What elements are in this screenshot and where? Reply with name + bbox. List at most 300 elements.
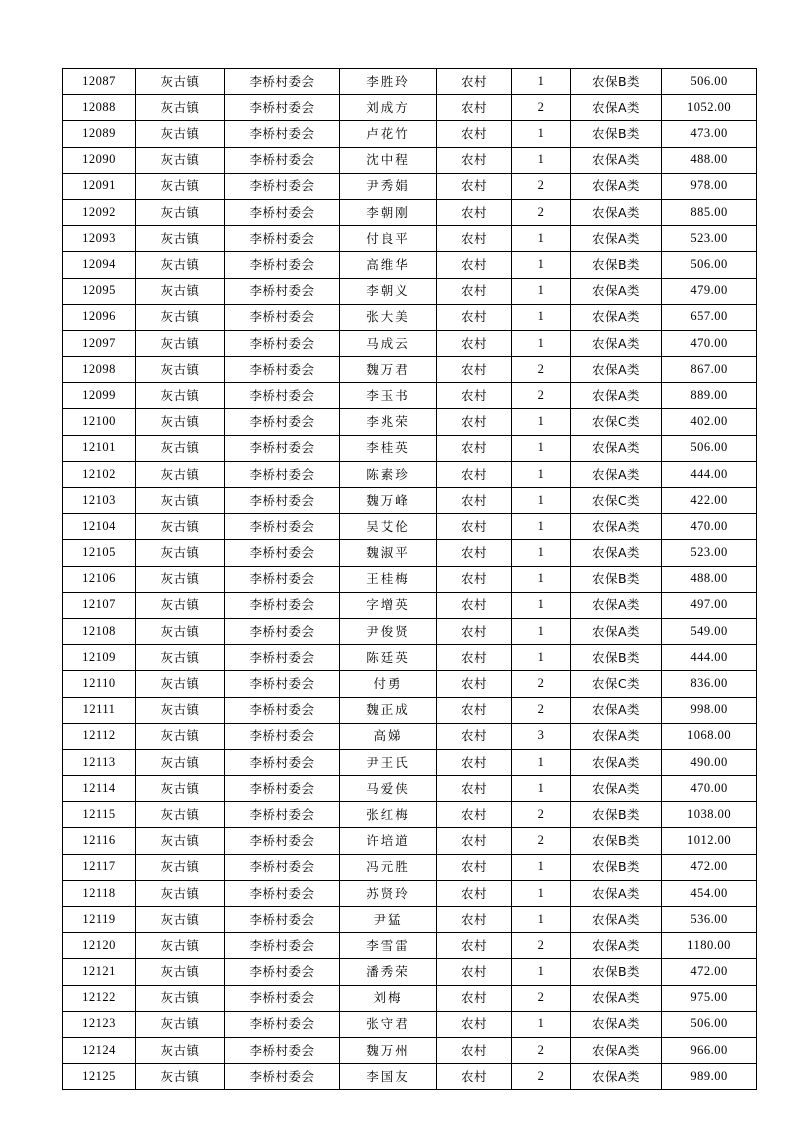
cell-count: 1 — [512, 252, 571, 278]
cell-type: 农村 — [437, 357, 512, 383]
table-row — [63, 383, 757, 409]
cell-count: 1 — [512, 540, 571, 566]
cell-id: 12124 — [63, 1037, 136, 1063]
cell-count: 1 — [512, 592, 571, 618]
cell-town: 灰古镇 — [136, 618, 225, 644]
cell-village: 李桥村委会 — [225, 854, 340, 880]
table-row — [63, 749, 757, 775]
table-row — [63, 357, 757, 383]
cell-id: 12094 — [63, 252, 136, 278]
cell-name: 许培道 — [340, 828, 437, 854]
cell-village: 李桥村委会 — [225, 1064, 340, 1090]
cell-category: 农保B类 — [571, 854, 662, 880]
table-row — [63, 566, 757, 592]
cell-id: 12091 — [63, 173, 136, 199]
cell-id: 12104 — [63, 514, 136, 540]
cell-category: 农保A类 — [571, 514, 662, 540]
cell-amount: 470.00 — [662, 330, 757, 356]
table-body — [63, 69, 757, 1090]
cell-town: 灰古镇 — [136, 880, 225, 906]
cell-count: 2 — [512, 1064, 571, 1090]
cell-id: 12090 — [63, 147, 136, 173]
table-row — [63, 592, 757, 618]
cell-town: 灰古镇 — [136, 671, 225, 697]
cell-count: 2 — [512, 1037, 571, 1063]
cell-count: 1 — [512, 514, 571, 540]
cell-amount: 488.00 — [662, 147, 757, 173]
table-row — [63, 1011, 757, 1037]
cell-type: 农村 — [437, 304, 512, 330]
cell-category: 农保A类 — [571, 435, 662, 461]
cell-amount: 523.00 — [662, 540, 757, 566]
cell-count: 1 — [512, 566, 571, 592]
cell-town: 灰古镇 — [136, 854, 225, 880]
cell-count: 1 — [512, 1011, 571, 1037]
cell-type: 农村 — [437, 749, 512, 775]
cell-town: 灰古镇 — [136, 645, 225, 671]
cell-id: 12096 — [63, 304, 136, 330]
table-row — [63, 409, 757, 435]
cell-category: 农保A类 — [571, 1037, 662, 1063]
cell-name: 高维华 — [340, 252, 437, 278]
cell-id: 12123 — [63, 1011, 136, 1037]
cell-count: 1 — [512, 278, 571, 304]
cell-name: 李国友 — [340, 1064, 437, 1090]
cell-name: 吴艾伦 — [340, 514, 437, 540]
cell-amount: 506.00 — [662, 435, 757, 461]
cell-amount: 889.00 — [662, 383, 757, 409]
table-row — [63, 278, 757, 304]
cell-name: 尹秀娟 — [340, 173, 437, 199]
cell-name: 李兆荣 — [340, 409, 437, 435]
cell-category: 农保A类 — [571, 461, 662, 487]
cell-town: 灰古镇 — [136, 1037, 225, 1063]
cell-name: 刘成方 — [340, 95, 437, 121]
cell-category: 农保C类 — [571, 671, 662, 697]
cell-id: 12110 — [63, 671, 136, 697]
cell-category: 农保B类 — [571, 802, 662, 828]
cell-name: 尹猛 — [340, 907, 437, 933]
cell-town: 灰古镇 — [136, 566, 225, 592]
cell-type: 农村 — [437, 278, 512, 304]
cell-category: 农保B类 — [571, 121, 662, 147]
cell-type: 农村 — [437, 95, 512, 121]
cell-category: 农保B类 — [571, 959, 662, 985]
cell-category: 农保C类 — [571, 488, 662, 514]
table-row — [63, 776, 757, 802]
cell-amount: 473.00 — [662, 121, 757, 147]
cell-town: 灰古镇 — [136, 723, 225, 749]
cell-town: 灰古镇 — [136, 357, 225, 383]
cell-count: 1 — [512, 461, 571, 487]
cell-category: 农保A类 — [571, 749, 662, 775]
cell-type: 农村 — [437, 461, 512, 487]
table-row — [63, 488, 757, 514]
cell-id: 12093 — [63, 226, 136, 252]
cell-type: 农村 — [437, 592, 512, 618]
cell-category: 农保A类 — [571, 592, 662, 618]
cell-name: 字增英 — [340, 592, 437, 618]
cell-category: 农保A类 — [571, 776, 662, 802]
table-row — [63, 147, 757, 173]
cell-id: 12105 — [63, 540, 136, 566]
cell-name: 王桂梅 — [340, 566, 437, 592]
cell-count: 2 — [512, 357, 571, 383]
cell-village: 李桥村委会 — [225, 645, 340, 671]
cell-type: 农村 — [437, 880, 512, 906]
cell-town: 灰古镇 — [136, 514, 225, 540]
cell-town: 灰古镇 — [136, 802, 225, 828]
cell-id: 12097 — [63, 330, 136, 356]
cell-amount: 885.00 — [662, 199, 757, 225]
cell-count: 1 — [512, 488, 571, 514]
table-row — [63, 514, 757, 540]
cell-type: 农村 — [437, 147, 512, 173]
cell-category: 农保A类 — [571, 880, 662, 906]
cell-type: 农村 — [437, 409, 512, 435]
cell-type: 农村 — [437, 959, 512, 985]
cell-count: 1 — [512, 907, 571, 933]
cell-name: 卢花竹 — [340, 121, 437, 147]
cell-type: 农村 — [437, 566, 512, 592]
table-row — [63, 618, 757, 644]
cell-amount: 506.00 — [662, 1011, 757, 1037]
cell-village: 李桥村委会 — [225, 907, 340, 933]
cell-category: 农保C类 — [571, 409, 662, 435]
cell-count: 2 — [512, 671, 571, 697]
cell-category: 农保A类 — [571, 147, 662, 173]
cell-amount: 975.00 — [662, 985, 757, 1011]
cell-name: 魏万峰 — [340, 488, 437, 514]
cell-village: 李桥村委会 — [225, 776, 340, 802]
cell-amount: 998.00 — [662, 697, 757, 723]
cell-town: 灰古镇 — [136, 592, 225, 618]
cell-village: 李桥村委会 — [225, 199, 340, 225]
cell-village: 李桥村委会 — [225, 383, 340, 409]
cell-category: 农保A类 — [571, 95, 662, 121]
cell-id: 12101 — [63, 435, 136, 461]
cell-category: 农保A类 — [571, 173, 662, 199]
cell-amount: 506.00 — [662, 69, 757, 95]
cell-id: 12095 — [63, 278, 136, 304]
cell-amount: 867.00 — [662, 357, 757, 383]
subsidy-table — [62, 68, 757, 1090]
table-row — [63, 802, 757, 828]
cell-count: 1 — [512, 776, 571, 802]
table-row — [63, 121, 757, 147]
table-row — [63, 69, 757, 95]
cell-town: 灰古镇 — [136, 252, 225, 278]
cell-name: 尹俊贤 — [340, 618, 437, 644]
cell-category: 农保A类 — [571, 1011, 662, 1037]
cell-count: 1 — [512, 749, 571, 775]
cell-id: 12103 — [63, 488, 136, 514]
table-row — [63, 173, 757, 199]
cell-count: 1 — [512, 409, 571, 435]
cell-id: 12098 — [63, 357, 136, 383]
table-row — [63, 671, 757, 697]
cell-amount: 549.00 — [662, 618, 757, 644]
cell-village: 李桥村委会 — [225, 330, 340, 356]
cell-type: 农村 — [437, 121, 512, 147]
cell-name: 刘梅 — [340, 985, 437, 1011]
cell-town: 灰古镇 — [136, 461, 225, 487]
cell-count: 1 — [512, 435, 571, 461]
cell-id: 12122 — [63, 985, 136, 1011]
cell-town: 灰古镇 — [136, 697, 225, 723]
cell-count: 1 — [512, 854, 571, 880]
cell-village: 李桥村委会 — [225, 147, 340, 173]
table-row — [63, 723, 757, 749]
cell-name: 高娣 — [340, 723, 437, 749]
cell-category: 农保A类 — [571, 226, 662, 252]
cell-village: 李桥村委会 — [225, 173, 340, 199]
cell-count: 3 — [512, 723, 571, 749]
cell-id: 12108 — [63, 618, 136, 644]
cell-amount: 506.00 — [662, 252, 757, 278]
cell-type: 农村 — [437, 173, 512, 199]
cell-village: 李桥村委会 — [225, 540, 340, 566]
cell-id: 12092 — [63, 199, 136, 225]
cell-count: 1 — [512, 645, 571, 671]
cell-id: 12109 — [63, 645, 136, 671]
cell-town: 灰古镇 — [136, 776, 225, 802]
cell-amount: 523.00 — [662, 226, 757, 252]
cell-town: 灰古镇 — [136, 540, 225, 566]
cell-name: 陈素珍 — [340, 461, 437, 487]
cell-town: 灰古镇 — [136, 907, 225, 933]
cell-village: 李桥村委会 — [225, 723, 340, 749]
cell-town: 灰古镇 — [136, 488, 225, 514]
cell-name: 马爱侠 — [340, 776, 437, 802]
cell-category: 农保B类 — [571, 252, 662, 278]
cell-category: 农保A类 — [571, 985, 662, 1011]
cell-name: 李雪雷 — [340, 933, 437, 959]
cell-village: 李桥村委会 — [225, 828, 340, 854]
cell-category: 农保A类 — [571, 383, 662, 409]
table-row — [63, 933, 757, 959]
cell-amount: 490.00 — [662, 749, 757, 775]
cell-type: 农村 — [437, 776, 512, 802]
table-row — [63, 1064, 757, 1090]
cell-name: 张大美 — [340, 304, 437, 330]
cell-count: 2 — [512, 697, 571, 723]
cell-amount: 444.00 — [662, 461, 757, 487]
cell-village: 李桥村委会 — [225, 409, 340, 435]
cell-id: 12118 — [63, 880, 136, 906]
cell-count: 2 — [512, 802, 571, 828]
cell-category: 农保B类 — [571, 645, 662, 671]
cell-name: 苏贤玲 — [340, 880, 437, 906]
cell-category: 农保A类 — [571, 304, 662, 330]
cell-town: 灰古镇 — [136, 749, 225, 775]
cell-town: 灰古镇 — [136, 69, 225, 95]
cell-town: 灰古镇 — [136, 1064, 225, 1090]
cell-count: 2 — [512, 383, 571, 409]
table-row — [63, 199, 757, 225]
cell-type: 农村 — [437, 671, 512, 697]
cell-village: 李桥村委会 — [225, 749, 340, 775]
cell-category: 农保A类 — [571, 907, 662, 933]
cell-category: 农保A类 — [571, 278, 662, 304]
cell-type: 农村 — [437, 802, 512, 828]
cell-amount: 422.00 — [662, 488, 757, 514]
cell-count: 1 — [512, 959, 571, 985]
cell-town: 灰古镇 — [136, 121, 225, 147]
cell-id: 12112 — [63, 723, 136, 749]
cell-type: 农村 — [437, 252, 512, 278]
cell-village: 李桥村委会 — [225, 959, 340, 985]
cell-id: 12115 — [63, 802, 136, 828]
cell-village: 李桥村委会 — [225, 671, 340, 697]
cell-category: 农保A类 — [571, 618, 662, 644]
cell-count: 1 — [512, 226, 571, 252]
cell-village: 李桥村委会 — [225, 278, 340, 304]
cell-type: 农村 — [437, 723, 512, 749]
cell-village: 李桥村委会 — [225, 252, 340, 278]
cell-town: 灰古镇 — [136, 199, 225, 225]
cell-name: 付勇 — [340, 671, 437, 697]
table-row — [63, 985, 757, 1011]
cell-id: 12125 — [63, 1064, 136, 1090]
table-row — [63, 854, 757, 880]
cell-type: 农村 — [437, 618, 512, 644]
cell-type: 农村 — [437, 540, 512, 566]
cell-town: 灰古镇 — [136, 278, 225, 304]
cell-category: 农保A类 — [571, 357, 662, 383]
cell-village: 李桥村委会 — [225, 1011, 340, 1037]
cell-amount: 1180.00 — [662, 933, 757, 959]
cell-type: 农村 — [437, 383, 512, 409]
cell-id: 12089 — [63, 121, 136, 147]
cell-type: 农村 — [437, 828, 512, 854]
table-row — [63, 828, 757, 854]
cell-id: 12113 — [63, 749, 136, 775]
cell-village: 李桥村委会 — [225, 566, 340, 592]
cell-name: 李朝刚 — [340, 199, 437, 225]
cell-town: 灰古镇 — [136, 828, 225, 854]
cell-name: 张守君 — [340, 1011, 437, 1037]
cell-amount: 470.00 — [662, 514, 757, 540]
cell-town: 灰古镇 — [136, 1011, 225, 1037]
cell-name: 李胜玲 — [340, 69, 437, 95]
cell-town: 灰古镇 — [136, 409, 225, 435]
cell-amount: 836.00 — [662, 671, 757, 697]
table-row — [63, 959, 757, 985]
cell-count: 2 — [512, 985, 571, 1011]
cell-town: 灰古镇 — [136, 173, 225, 199]
cell-id: 12119 — [63, 907, 136, 933]
cell-amount: 1052.00 — [662, 95, 757, 121]
cell-category: 农保A类 — [571, 697, 662, 723]
cell-village: 李桥村委会 — [225, 933, 340, 959]
cell-amount: 1012.00 — [662, 828, 757, 854]
cell-id: 12099 — [63, 383, 136, 409]
cell-count: 2 — [512, 828, 571, 854]
cell-town: 灰古镇 — [136, 383, 225, 409]
cell-village: 李桥村委会 — [225, 95, 340, 121]
cell-category: 农保A类 — [571, 540, 662, 566]
cell-type: 农村 — [437, 226, 512, 252]
cell-amount: 454.00 — [662, 880, 757, 906]
cell-amount: 402.00 — [662, 409, 757, 435]
cell-id: 12102 — [63, 461, 136, 487]
cell-id: 12111 — [63, 697, 136, 723]
cell-id: 12106 — [63, 566, 136, 592]
cell-type: 农村 — [437, 514, 512, 540]
cell-id: 12088 — [63, 95, 136, 121]
table-row — [63, 880, 757, 906]
table-row — [63, 435, 757, 461]
cell-amount: 497.00 — [662, 592, 757, 618]
cell-name: 李玉书 — [340, 383, 437, 409]
cell-name: 李朝义 — [340, 278, 437, 304]
cell-amount: 978.00 — [662, 173, 757, 199]
cell-name: 张红梅 — [340, 802, 437, 828]
table-row — [63, 95, 757, 121]
cell-village: 李桥村委会 — [225, 226, 340, 252]
table-row — [63, 304, 757, 330]
cell-amount: 989.00 — [662, 1064, 757, 1090]
cell-category: 农保B类 — [571, 69, 662, 95]
cell-village: 李桥村委会 — [225, 1037, 340, 1063]
cell-count: 1 — [512, 69, 571, 95]
cell-name: 李桂英 — [340, 435, 437, 461]
cell-village: 李桥村委会 — [225, 435, 340, 461]
cell-village: 李桥村委会 — [225, 802, 340, 828]
cell-amount: 479.00 — [662, 278, 757, 304]
cell-name: 魏万君 — [340, 357, 437, 383]
cell-count: 2 — [512, 199, 571, 225]
cell-village: 李桥村委会 — [225, 697, 340, 723]
cell-name: 付良平 — [340, 226, 437, 252]
cell-name: 尹王氏 — [340, 749, 437, 775]
cell-count: 2 — [512, 173, 571, 199]
cell-id: 12114 — [63, 776, 136, 802]
cell-amount: 488.00 — [662, 566, 757, 592]
table-row — [63, 461, 757, 487]
cell-type: 农村 — [437, 854, 512, 880]
cell-type: 农村 — [437, 933, 512, 959]
cell-town: 灰古镇 — [136, 959, 225, 985]
cell-village: 李桥村委会 — [225, 357, 340, 383]
cell-type: 农村 — [437, 697, 512, 723]
cell-amount: 657.00 — [662, 304, 757, 330]
cell-town: 灰古镇 — [136, 147, 225, 173]
cell-type: 农村 — [437, 645, 512, 671]
cell-town: 灰古镇 — [136, 330, 225, 356]
cell-type: 农村 — [437, 488, 512, 514]
cell-village: 李桥村委会 — [225, 592, 340, 618]
cell-count: 2 — [512, 933, 571, 959]
cell-category: 农保A类 — [571, 199, 662, 225]
table-row — [63, 540, 757, 566]
cell-name: 魏万州 — [340, 1037, 437, 1063]
cell-town: 灰古镇 — [136, 933, 225, 959]
table-row — [63, 330, 757, 356]
cell-village: 李桥村委会 — [225, 304, 340, 330]
cell-village: 李桥村委会 — [225, 514, 340, 540]
cell-name: 冯元胜 — [340, 854, 437, 880]
cell-id: 12120 — [63, 933, 136, 959]
cell-amount: 1068.00 — [662, 723, 757, 749]
table-row — [63, 252, 757, 278]
table-row — [63, 226, 757, 252]
cell-village: 李桥村委会 — [225, 461, 340, 487]
cell-name: 陈廷英 — [340, 645, 437, 671]
cell-count: 1 — [512, 618, 571, 644]
cell-type: 农村 — [437, 907, 512, 933]
